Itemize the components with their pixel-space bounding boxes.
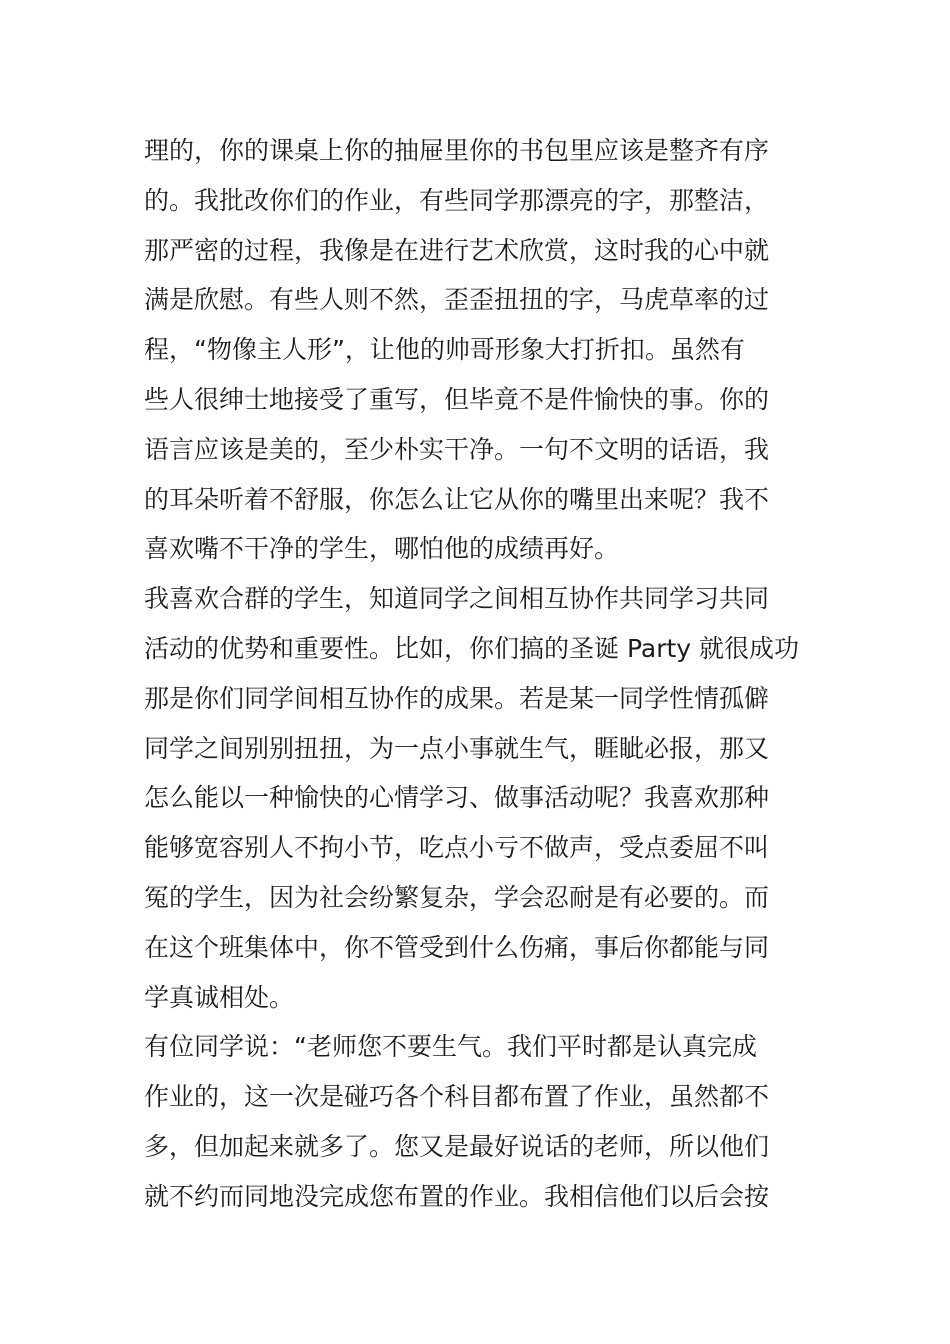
text-line: 有位同学说：“老师您不要生气。我们平时都是认真完成: [144, 1032, 757, 1062]
text-line: 那是你们同学间相互协作的成果。若是某一同学性情孤僻: [144, 683, 770, 713]
text-line: 怎么能以一种愉快的心情学习、做事活动呢？我喜欢那种: [144, 783, 770, 813]
text-line: 满是欣慰。有些人则不然，歪歪扭扭的字，马虎草率的过: [144, 285, 770, 315]
text-line: 的。我批改你们的作业，有些同学那漂亮的字，那整洁，: [144, 185, 770, 215]
text-line: 理的，你的课桌上你的抽屉里你的书包里应该是整齐有序: [144, 136, 770, 165]
text-line: 喜欢嘴不干净的学生，哪怕他的成绩再好。: [144, 534, 620, 564]
text-line: 就不约而同地没完成您布置的作业。我相信他们以后会按: [144, 1181, 770, 1211]
text-line: 同学之间别别扭扭，为一点小事就生气，睚眦必报，那又: [144, 733, 770, 763]
text-line: 的耳朵听着不舒服，你怎么让它从你的嘴里出来呢？我不: [144, 484, 770, 514]
text-line: 我喜欢合群的学生，知道同学之间相互协作共同学习共同: [144, 584, 770, 614]
text-line: 程，“物像主人形”，让他的帅哥形象大打折扣。虽然有: [144, 335, 745, 365]
document-body: [144, 126, 814, 1222]
text-line: 冤的学生，因为社会纷繁复杂，学会忍耐是有必要的。而: [144, 882, 770, 912]
text-line: 多，但加起来就多了。您又是最好说话的老师，所以他们: [144, 1131, 770, 1161]
text-line: 那严密的过程，我像是在进行艺术欣赏，这时我的心中就: [144, 235, 770, 265]
text-line: 作业的，这一次是碰巧各个科目都布置了作业，虽然都不: [144, 1082, 770, 1112]
text-line: 些人很绅士地接受了重写，但毕竟不是件愉快的事。你的: [144, 384, 770, 414]
text-line: 学真诚相处。: [144, 982, 295, 1012]
text-line: 在这个班集体中，你不管受到什么伤痛，事后你都能与同: [144, 932, 770, 962]
text-line: 能够宽容别人不拘小节，吃点小亏不做声，受点委屈不叫: [144, 833, 770, 863]
text-line: 活动的优势和重要性。比如，你们搞的圣诞 Party 就很成功: [144, 633, 800, 663]
text-line: 语言应该是美的，至少朴实干净。一句不文明的话语，我: [144, 434, 770, 464]
